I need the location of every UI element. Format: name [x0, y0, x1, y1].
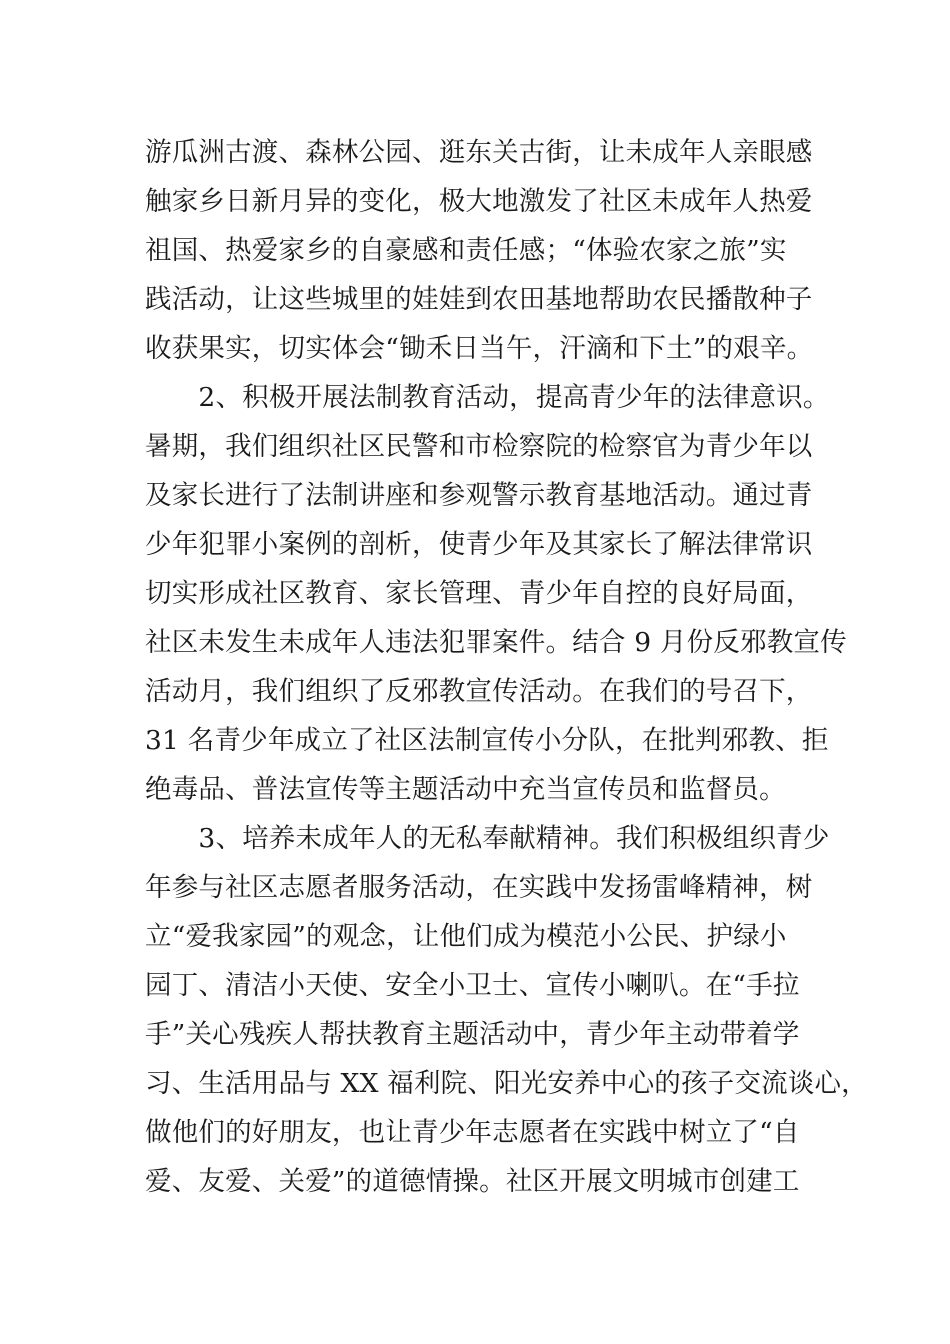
text-line: 践活动，让这些城里的娃娃到农田基地帮助农民播散种子 [145, 284, 813, 315]
text-line: 爱、友爱、关爱”的道德情操。社区开展文明城市创建工 [145, 1166, 800, 1197]
text-line: 社区未发生未成年人违法犯罪案件。结合 9 月份反邪教宣传 [145, 627, 847, 658]
text-line: 及家长进行了法制讲座和参观警示教育基地活动。通过青 [145, 480, 813, 511]
text-line: 园丁、清洁小天使、安全小卫士、宣传小喇叭。在“手拉 [145, 970, 800, 1001]
text-line: 祖国、热爱家乡的自豪感和责任感；“体验农家之旅”实 [145, 235, 787, 266]
text-line: 31 名青少年成立了社区法制宣传小分队，在批判邪教、拒 [145, 725, 829, 756]
paragraph-3-start: 3、培养未成年人的无私奉献精神。我们积极组织青少 [145, 823, 830, 854]
text-line: 绝毒品、普法宣传等主题活动中充当宣传员和监督员。 [145, 774, 786, 805]
text-line: 习、生活用品与 XX 福利院、阳光安养中心的孩子交流谈心， [145, 1068, 868, 1099]
text-line: 切实形成社区教育、家长管理、青少年自控的良好局面， [145, 578, 813, 609]
text-line: 少年犯罪小案例的剖析，使青少年及其家长了解法律常识 [145, 529, 813, 560]
text-line: 做他们的好朋友，也让青少年志愿者在实践中树立了“自 [145, 1117, 800, 1148]
text-line: 游瓜洲古渡、森林公园、逛东关古街，让未成年人亲眼感 [145, 137, 813, 168]
text-line: 年参与社区志愿者服务活动，在实践中发扬雷峰精神，树 [145, 872, 813, 903]
text-line: 活动月，我们组织了反邪教宣传活动。在我们的号召下， [145, 676, 813, 707]
text-line: 立“爱我家园”的观念，让他们成为模范小公民、护绿小 [145, 921, 787, 952]
text-line: 暑期，我们组织社区民警和市检察院的检察官为青少年以 [145, 431, 813, 462]
text-line: 手”关心残疾人帮扶教育主题活动中，青少年主动带着学 [145, 1019, 800, 1050]
text-line: 触家乡日新月异的变化，极大地激发了社区未成年人热爱 [145, 186, 813, 217]
document-body [145, 128, 868, 1206]
text-line: 收获果实，切实体会“锄禾日当午，汗滴和下土”的艰辛。 [145, 333, 814, 364]
paragraph-2-start: 2、积极开展法制教育活动，提高青少年的法律意识。 [145, 382, 830, 413]
